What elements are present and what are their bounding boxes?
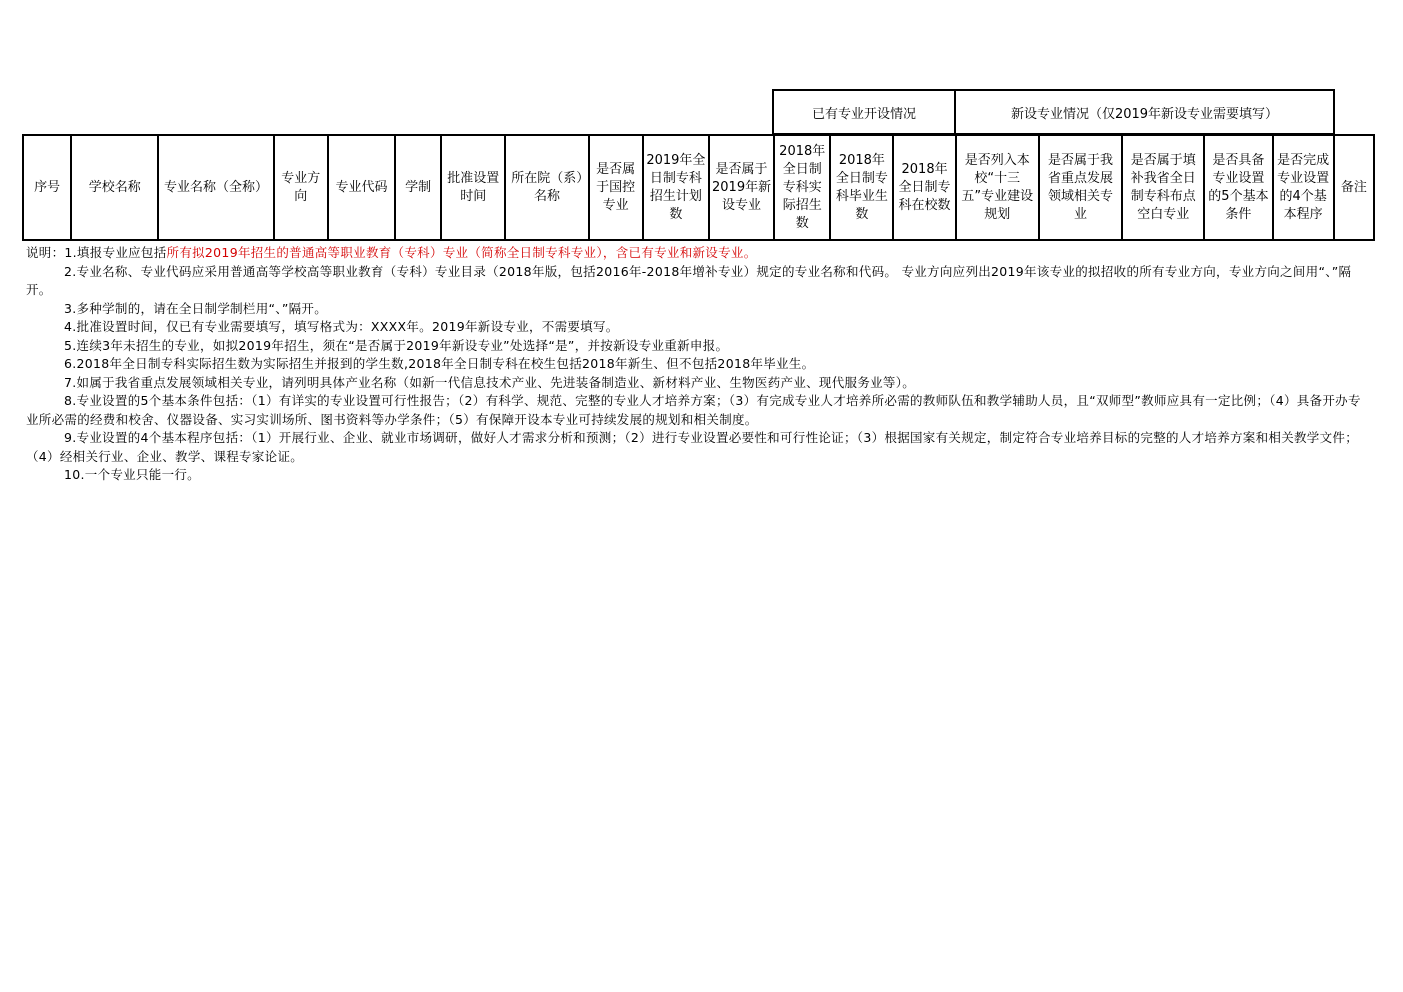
col-header-duration: 学制 (395, 135, 441, 240)
col-header-2019-enrollment-plan: 2019年全日制专科招生计划数 (643, 135, 709, 240)
existing-majors-group-header: 已有专业开设情况 (773, 90, 955, 134)
col-header-school-name: 学校名称 (71, 135, 158, 240)
col-header-is-new-2019: 是否属于2019年新设专业 (709, 135, 774, 240)
col-header-major-name: 专业名称（全称） (158, 135, 273, 240)
col-header-basic-conditions: 是否具备专业设置的5个基本条件 (1204, 135, 1272, 240)
col-header-department: 所在院（系）名称 (505, 135, 588, 240)
col-header-2018-actual-enrollment: 2018年全日制专科实际招生数 (774, 135, 830, 240)
note-1 (26, 244, 1364, 263)
instructions-notes (26, 244, 1364, 485)
note-5: 5.连续3年未招生的专业，如拟2019年招生，须在“是否属于2019年新设专业”处选择“是”，并按新设专业重新申报。 (64, 337, 729, 353)
note-6: 6.2018年全日制专科实际招生数为实际招生并报到的学生数,2018年全日制专科在校生包括2018年新生、但不包括2018年毕业生。 (64, 356, 815, 371)
col-header-key-field: 是否属于我省重点发展领域相关专业 (1039, 135, 1122, 240)
col-header-major-code: 专业代码 (328, 135, 395, 240)
col-header-2018-in-school: 2018年全日制专科在校数 (893, 135, 955, 240)
note-10: 10.一个专业只能一行。 (64, 467, 200, 482)
col-header-approval-time: 批准设置时间 (441, 135, 505, 240)
note-1-prefix: 说明：1.填报专业应包括 (26, 245, 167, 260)
col-header-remarks: 备注 (1334, 135, 1374, 240)
note-8: 8.专业设置的5个基本条件包括：（1）有详实的专业设置可行性报告；（2）有科学、规范、完整的专业人才培养方案；（3）有完成专业人才培养所必需的教师队伍和教学辅助人员，且“双师型”教师应具有一定比例；（4）具备开办专业所必需的经费和校舍、仪器设备、实习实训场所、图书资料等办学条件；（5）有保障开设本专业可持续发展的规划和相关制度。 (26, 393, 1361, 427)
note-9: 9.专业设置的4个基本程序包括：（1）开展行业、企业、就业市场调研，做好人才需求分析和预测；（2）进行专业设置必要性和可行性论证；（3）根据国家有关规定，制定符合专业培养目标的完整的人才培养方案和相关教学文件；（4）经相关行业、企业、教学、课程专家论证。 (26, 430, 1358, 464)
col-header-major-direction: 专业方向 (274, 135, 328, 240)
col-header-2018-graduates: 2018年全日制专科毕业生数 (830, 135, 893, 240)
col-header-fills-gap: 是否属于填补我省全日制专科布点空白专业 (1122, 135, 1204, 240)
note-7: 7.如属于我省重点发展领域相关专业，请列明具体产业名称（如新一代信息技术产业、先进装备制造业、新材料产业、生物医药产业、现代服务业等）。 (64, 374, 916, 390)
new-majors-group-header: 新设专业情况（仅2019年新设专业需要填写） (955, 90, 1334, 134)
group-header-table (772, 89, 1335, 135)
col-header-13th-five-year-plan: 是否列入本校“十三五”专业建设规划 (956, 135, 1039, 240)
table-header-row (23, 135, 1374, 240)
col-header-basic-procedures: 是否完成专业设置的4个基本程序 (1273, 135, 1334, 240)
note-3: 3.多种学制的，请在全日制学制栏用“、”隔开。 (64, 300, 328, 316)
note-4: 4.批准设置时间，仅已有专业需要填写，填写格式为：XXXX年。2019年新设专业，不需要填写。 (64, 319, 619, 334)
note-2: 2.专业名称、专业代码应采用普通高等学校高等职业教育（专科）专业目录（2018年版，包括2016年-2018年增补专业）规定的专业名称和代码。 专业方向应列出2019年该专业的拟招收的所有专业方向，专业方向之间用“、”隔开。 (26, 263, 1352, 297)
col-header-state-controlled: 是否属于国控专业 (589, 135, 643, 240)
major-form-table (22, 134, 1375, 241)
col-header-seq: 序号 (23, 135, 71, 240)
note-1-highlight: 所有拟2019年招生的普通高等职业教育（专科）专业（简称全日制专科专业），含已有专业和新设专业。 (166, 245, 757, 260)
